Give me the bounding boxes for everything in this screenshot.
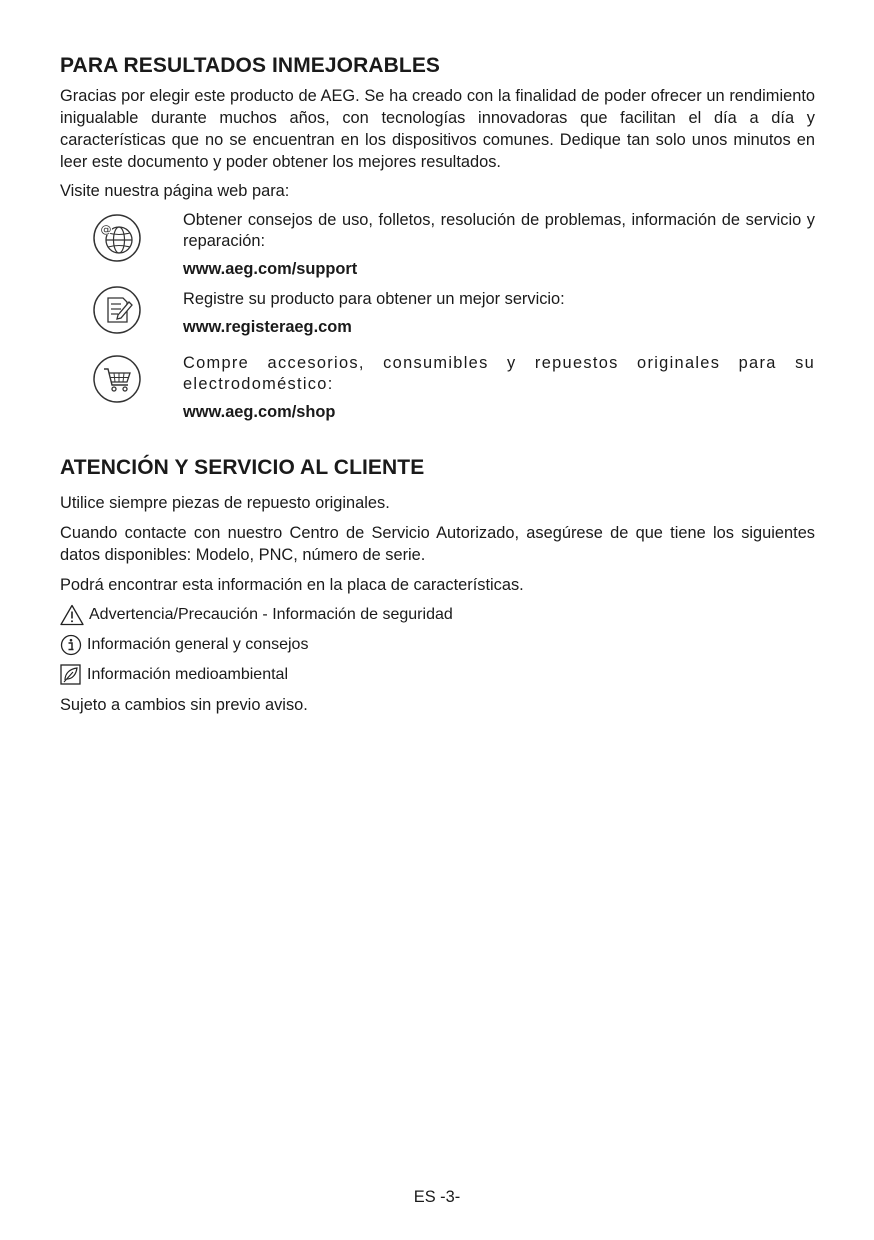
- info-symbol-label: Información general y consejos: [87, 636, 309, 653]
- rating-plate-paragraph: Podrá encontrar esta información en la placa de características.: [60, 576, 524, 594]
- shop-item: [60, 353, 815, 423]
- service-center-paragraph: Cuando contacte con nuestro Centro de Servicio Autorizado, asegúrese de que tiene los siguientes datos disponibles: Modelo, PNC, número de serie.: [60, 524, 815, 564]
- register-document-icon: [93, 286, 141, 334]
- register-link[interactable]: www.registeraeg.com: [183, 318, 352, 336]
- support-item: [60, 210, 815, 280]
- warning-symbol-label: Advertencia/Precaución - Información de seguridad: [89, 606, 453, 623]
- section-title-best-results: PARA RESULTADOS INMEJORABLES: [60, 54, 441, 77]
- info-symbol-row: [60, 634, 815, 656]
- info-circle-icon: [60, 634, 82, 656]
- register-text: Registre su producto para obtener un mejor servicio:: [183, 290, 565, 308]
- shop-text: Compre accesorios, consumibles y repuestos originales para su electrodoméstico:: [183, 354, 815, 393]
- environment-symbol-row: [60, 664, 815, 686]
- section-title-customer-service: ATENCIÓN Y SERVICIO AL CLIENTE: [60, 456, 425, 479]
- section-customer-service: [60, 456, 815, 716]
- visit-website-text: Visite nuestra página web para:: [60, 182, 290, 200]
- section-best-results: [60, 54, 815, 423]
- svg-text:@: @: [100, 223, 112, 236]
- shop-link[interactable]: www.aeg.com/shop: [183, 403, 336, 421]
- leaf-square-icon: [60, 664, 82, 686]
- document-page: [60, 54, 815, 724]
- shopping-cart-icon: [93, 355, 141, 403]
- page-number: ES -3-: [413, 1188, 461, 1206]
- intro-paragraph: Gracias por elegir este producto de AEG. Se ha creado con la finalidad de poder ofrecer un rendimiento inigualable durante muchos años, con tecnologías innovadoras que facilitan el día a día y características que no se encuentran en los dispositivos comunes. Dedique tan solo unos minutos en leer este documento y poder obtener los mejores resultados.: [60, 87, 815, 171]
- register-item: [60, 289, 815, 339]
- warning-symbol-row: [60, 604, 815, 626]
- warning-triangle-icon: [60, 604, 84, 626]
- support-link[interactable]: www.aeg.com/support: [183, 260, 358, 278]
- globe-at-icon: [93, 214, 141, 262]
- original-parts-paragraph: Utilice siempre piezas de repuesto originales.: [60, 494, 390, 512]
- environment-symbol-label: Información medioambiental: [87, 666, 288, 683]
- support-text: Obtener consejos de uso, folletos, resolución de problemas, información de servicio y reparación:: [183, 211, 815, 250]
- subject-to-change-paragraph: Sujeto a cambios sin previo aviso.: [60, 696, 308, 714]
